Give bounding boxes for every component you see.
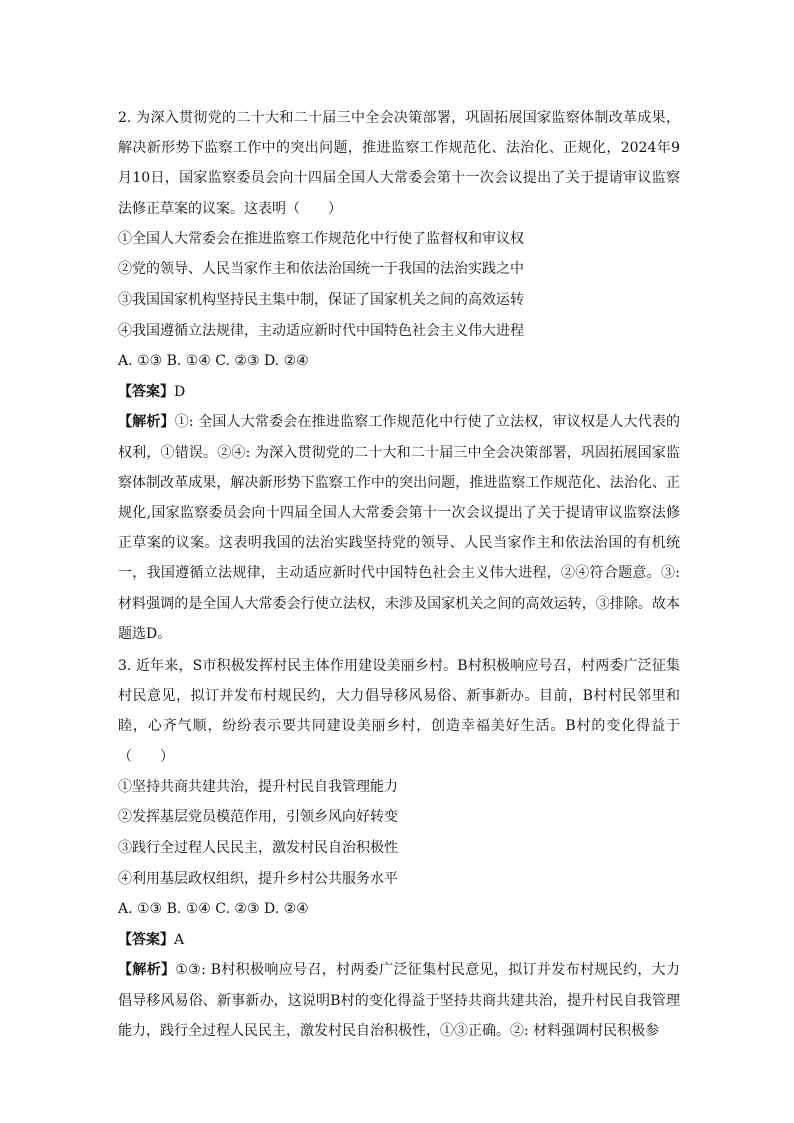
question-3-stem: 3. 近年来，S市积极发挥村民主体作用建设美丽乡村。B村积极响应号召，村两委广泛征集村民意见，拟订并发布村规民约，大力倡导移风易俗、新事新办。目前，B村村民邻里和睦，心齐气顺，纷纷表示要共同建设美丽乡村，创造幸福美好生活。B村的变化得益于（ ） xyxy=(118,658,680,765)
question-2-choices: A. ①③ B. ①④ C. ②③ D. ②④ xyxy=(118,353,309,370)
question-2-analysis xyxy=(118,407,680,649)
question-2-option-3: ③我国国家机构坚持民主集中制，保证了国家机关之间的高效运转 xyxy=(118,292,524,308)
answer-label: 【答案】 xyxy=(118,383,174,400)
question-3 xyxy=(118,651,680,1046)
question-2-option-4: ④我国遵循立法规律，主动适应新时代中国特色社会主义伟大进程 xyxy=(118,322,524,339)
analysis-text: ①: 全国人大常委会在推进监察工作规范化中行使了立法权，审议权是人大代表的权利，①错误。②④: 为深入贯彻党的二十大和二十届三中全会决策部署，巩固拓展国家监察体制改革成果，解决新形势下监察工作中的突出问题，推进监察工作规范化、法治化、正规化,国家监察委员会向十四届全国人大常委会第十一次会议提出了关于提请审议监察法修正草案的议案。这表明我国的法治实践坚持党的领导、人民当家作主和依法治国的有机统一，我国遵循立法规律，主动适应新时代中国特色社会主义伟大进程，②④符合题意。③: 材料强调的是全国人大常委会行使立法权，未涉及国家机关之间的高效运转，③排除。故本题选D。 xyxy=(118,414,680,642)
question-3-option-1: ①坚持共商共建共治，提升村民自我管理能力 xyxy=(118,778,398,795)
question-3-analysis xyxy=(118,955,680,1046)
question-3-option-2: ②发挥基层党员模范作用，引领乡风向好转变 xyxy=(118,809,398,826)
question-2-option-1: ①全国人大常委会在推进监察工作规范化中行使了监督权和审议权 xyxy=(118,230,524,247)
question-3-option-3: ③践行全过程人民民主，激发村民自治积极性 xyxy=(118,840,398,856)
analysis-label: 【解析】 xyxy=(118,962,176,979)
question-3-option-4: ④利用基层政权组织，提升乡村公共服务水平 xyxy=(118,870,398,887)
question-2-option-2: ②党的领导、人民当家作主和依法治国统一于我国的法治实践之中 xyxy=(118,261,524,278)
answer-label: 【答案】 xyxy=(118,931,174,948)
question-2-answer xyxy=(118,377,680,408)
question-2 xyxy=(118,103,680,649)
question-3-answer xyxy=(118,925,680,956)
document-content xyxy=(118,103,680,1046)
answer-value: A xyxy=(174,931,185,948)
question-3-choices: A. ①③ B. ①④ C. ②③ D. ②④ xyxy=(118,901,309,918)
question-2-stem: 2. 为深入贯彻党的二十大和二十届三中全会决策部署，巩固拓展国家监察体制改革成果，解决新形势下监察工作中的突出问题，推进监察工作规范化、法治化、正规化，2024年9月10日，国家监察委员会向十四届全国人大常委会第十一次会议提出了关于提请审议监察法修正草案的议案。这表明（ ） xyxy=(118,110,680,217)
analysis-label: 【解析】 xyxy=(118,414,175,431)
analysis-text: ①③: B村积极响应号召，村两委广泛征集村民意见，拟订并发布村规民约，大力倡导移风易俗、新事新办，这说明B村的变化得益于坚持共商共建共治，提升村民自我管理能力，践行全过程人民民主，激发村民自治积极性，①③正确。②: 材料强调村民积极参 xyxy=(118,962,681,1039)
answer-value: D xyxy=(174,383,186,400)
